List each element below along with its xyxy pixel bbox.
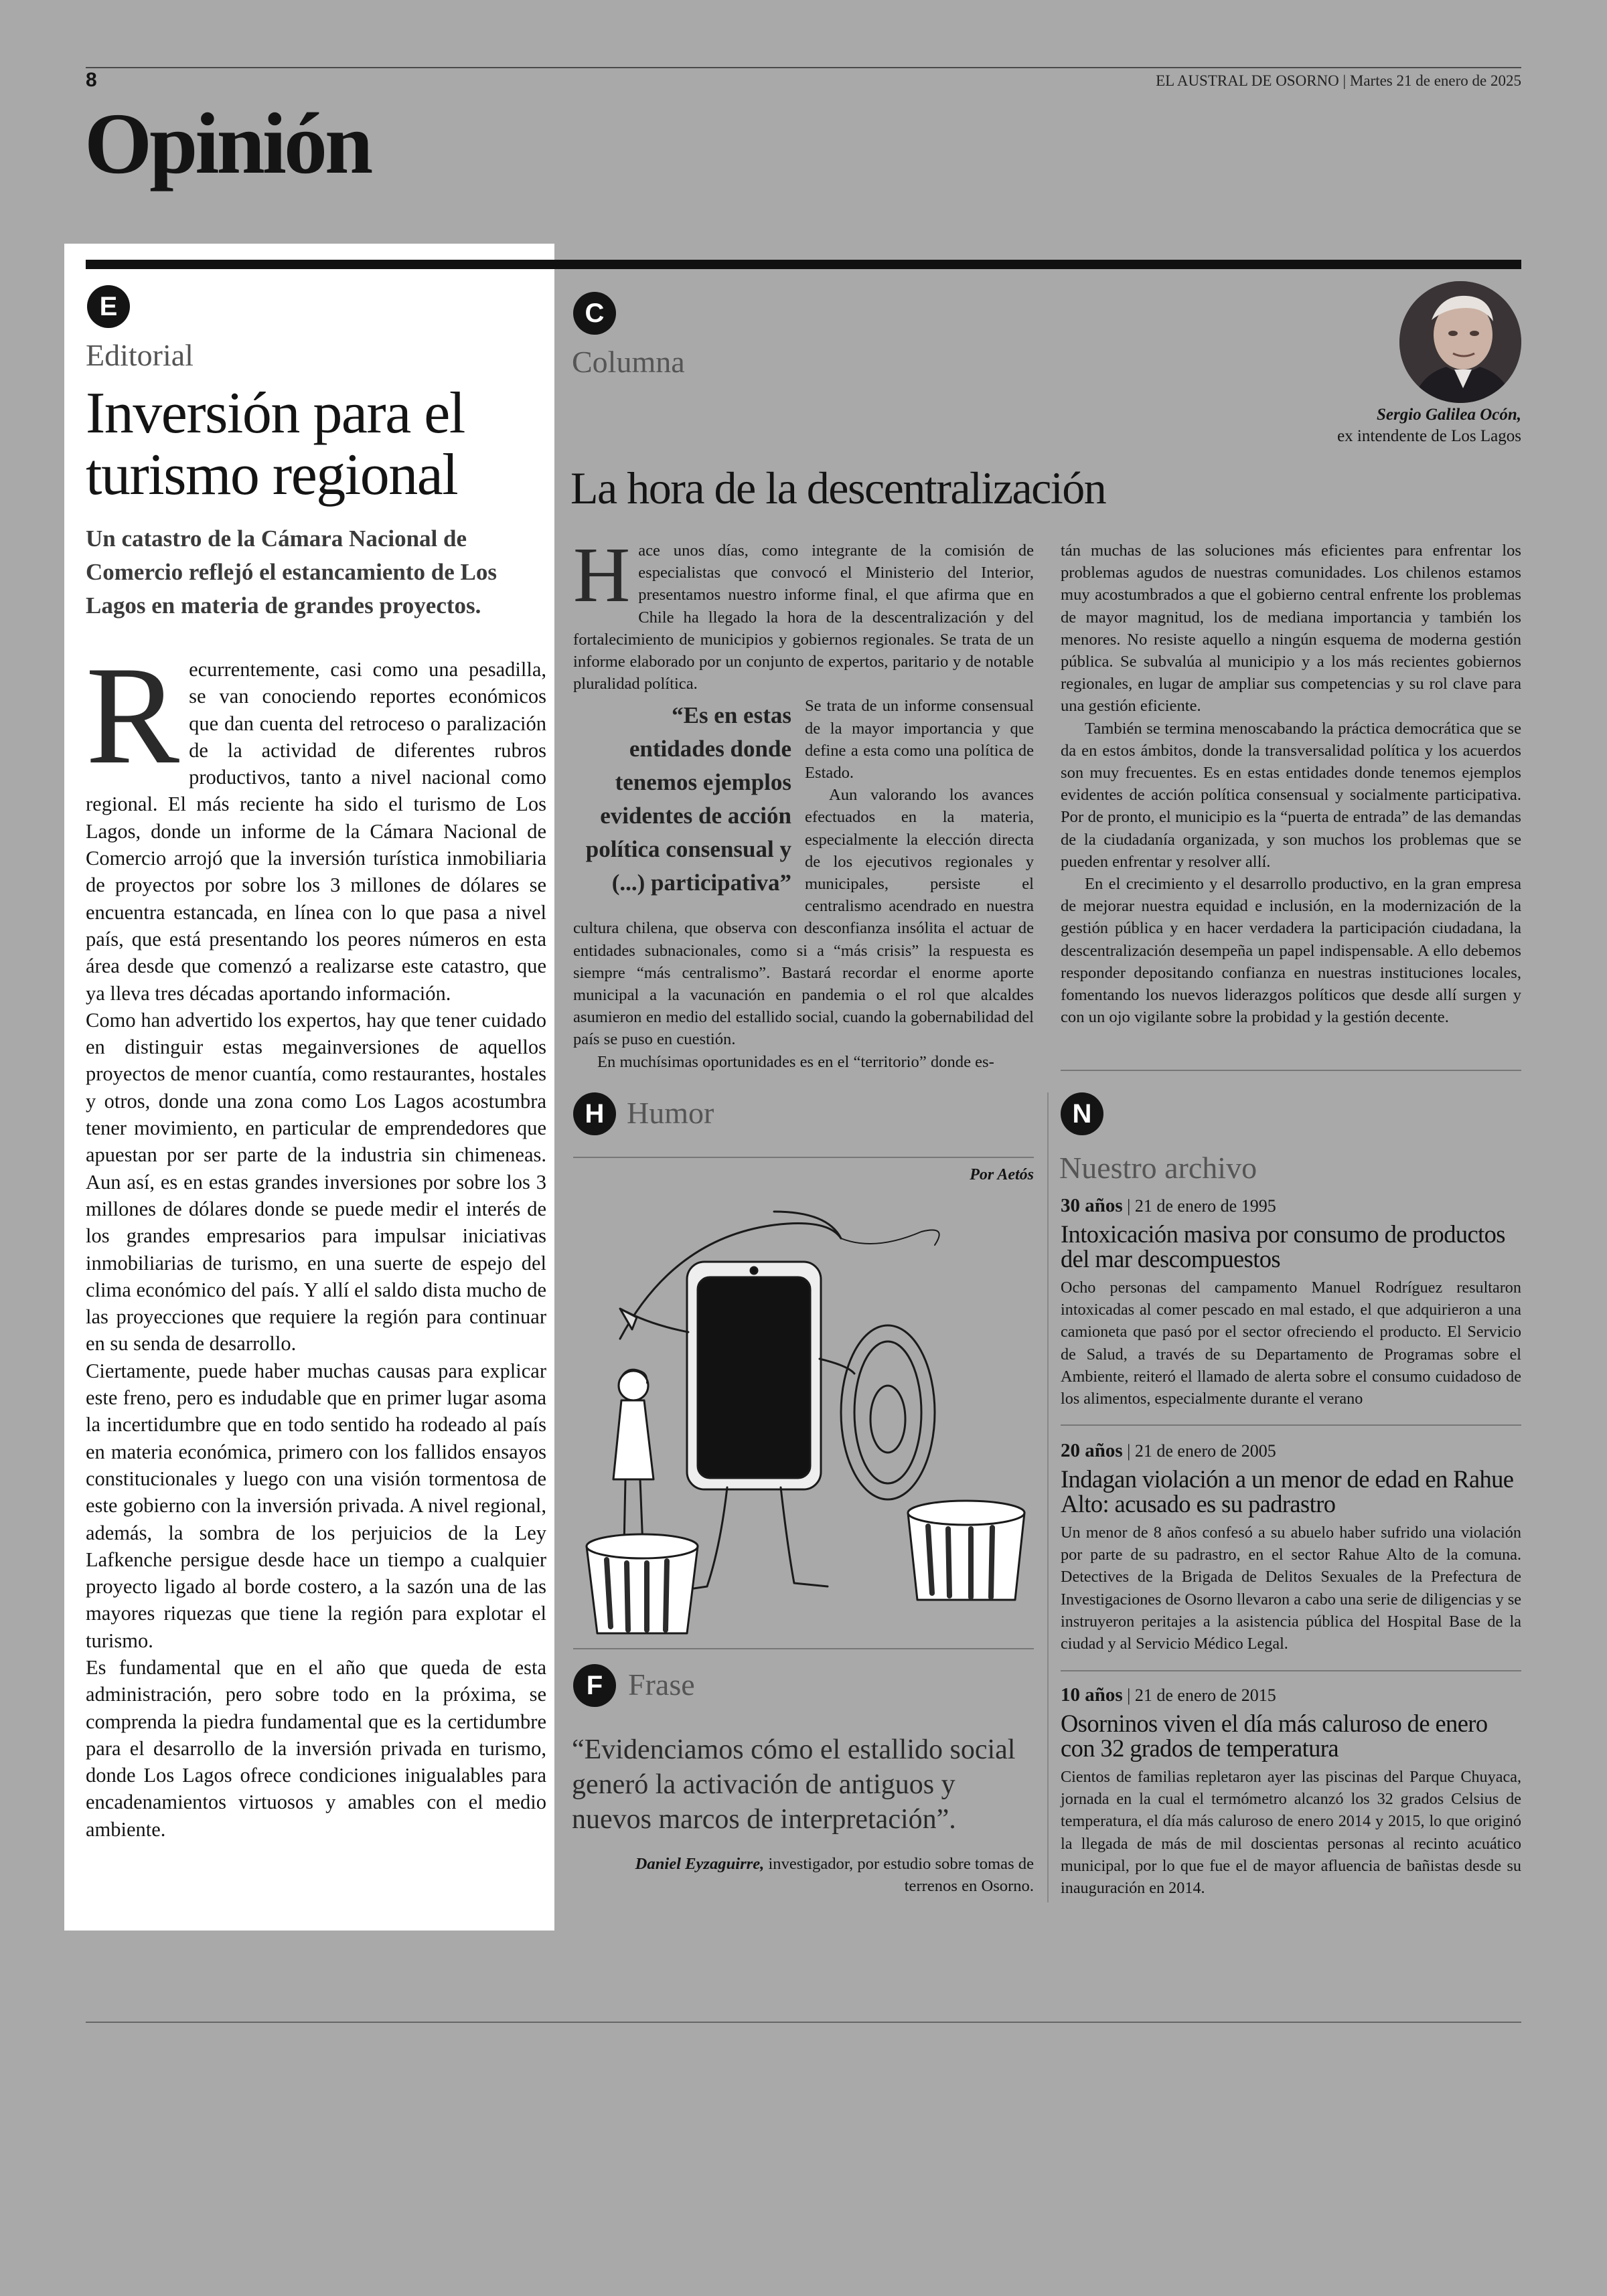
column-title: La hora de la descentralización bbox=[570, 463, 1106, 513]
humor-kicker: Humor bbox=[627, 1096, 714, 1130]
author-portrait-icon bbox=[1399, 281, 1521, 403]
archive-divider bbox=[1061, 1670, 1521, 1671]
masthead: EL AUSTRAL DE OSORNO | Martes 21 de enero de 2025 bbox=[1156, 72, 1521, 89]
column-paragraph: También se termina menoscabando la práctica democrática que se da en estos ámbitos, donde la transversalidad política y los acuerdos son muy frecuentes. Es en estas entidades donde tenemos ejemplos evidentes de acción política consensual y socialmente participativa. Por de pronto, el municipio es la “puerta de entrada” de las demandas de la ciudadanía organizada, y son muchos los problemas que se pueden enfrentar y resolver allí. bbox=[1061, 719, 1521, 871]
archive-date-text: | 21 de enero de 2005 bbox=[1127, 1441, 1276, 1461]
archive-body: Ocho personas del campamento Manuel Rodríguez resultaron intoxicadas al comer pescado en mal estado, el que adquirieron a una camioneta que pasó por el sector ofreciendo el producto. El Servicio de Salud, a través de su Departamento de Programas sobre el Ambiente, reiteró el llamado de alerta sobre el consumo cuidadoso de los alimentos, especialmente durante el verano bbox=[1061, 1279, 1521, 1408]
archive-years: 10 años bbox=[1061, 1684, 1123, 1706]
frase-badge: F bbox=[573, 1664, 616, 1707]
humor-byline: Por Aetós bbox=[970, 1166, 1034, 1183]
frase-attribution bbox=[605, 1853, 1034, 1897]
archive-date-text: | 21 de enero de 1995 bbox=[1127, 1196, 1276, 1216]
column-text-col-1 bbox=[573, 531, 1034, 1073]
divider bbox=[1061, 1070, 1521, 1071]
column-text-col-2 bbox=[1061, 540, 1521, 1028]
column-paragraph: En el crecimiento y el desarrollo productivo, en la gran empresa de mejorar nuestra equidad e inclusión, en la modernización de la gestión pública y en hacer verdadera la participación ciudadana, la descentralización desempeña un papel indispensable. A ello debemos responder depositando confianza en nuestras instituciones locales, fomentando los nuevos liderazgos políticos que desde allí surgen y con un ojo vigilante sobre la probidad y la gestión decente. bbox=[1061, 875, 1521, 1027]
archive-date bbox=[1061, 1194, 1521, 1218]
author-photo bbox=[1399, 281, 1521, 403]
archive-headline: Osorninos viven el día más caluroso de enero con 32 grados de temperatura bbox=[1061, 1710, 1488, 1762]
archive-date bbox=[1061, 1684, 1521, 1707]
divider bbox=[573, 1648, 1034, 1649]
archive-body: Un menor de 8 años confesó a su abuelo haber sufrido una violación por parte de su padrastro, en el sector Rahue Alto de la comuna. Detectives de la Brigada de Delitos Sexuales de la Prefectura de Investigaciones de Osorno llevaron a cabo una serie de diligencias y se instruyeron peritajes a la asistencia pública del Hospital Base de la ciudad y al Servicio Médico Legal. bbox=[1061, 1524, 1521, 1653]
top-rule bbox=[86, 67, 1521, 68]
archive-kicker: Nuestro archivo bbox=[1059, 1151, 1257, 1185]
column-badge: C bbox=[573, 292, 616, 335]
column-paragraph: Se trata de un informe consensual de la mayor importancia y que define a esta como una política de Estado. bbox=[805, 697, 1034, 783]
column-paragraph: Aun valorando los avances efectuados en la materia, especialmente la elección directa de los ejecutivos regionales y municipales, persiste el centralismo acendrado en nuestra cultura chilena, que observa con desconfianza insólita el actuar de entidades subnacionales, como si a “más crisis” la respuesta es siempre “más centralismo”. Bastará recordar el enorme aporte municipal a la vacunación en pandemia o el rol que alcaldes asumieron en medio del estallido social, cuando la gobernabilidad del país se puso en cuestión. bbox=[573, 786, 1034, 1049]
editorial-kicker: Editorial bbox=[86, 338, 194, 372]
frase-quote: “Evidenciamos cómo el estallido social generó la activación de antiguos y nuevos marcos de interpretación”. bbox=[572, 1734, 1016, 1835]
archive-body: Cientos de familias repletaron ayer las piscinas del Parque Chuyaca, jornada en la cual el termómetro alcanzó los 32 grados Celsius de temperatura, el día más caluroso de enero 2014 y 2015, lo que originó la llegada de más de mil doscientas personas al recinto acuático municipal, por lo que fue el de mayor afluencia de bañistas desde su inauguración en 2014. bbox=[1061, 1768, 1521, 1898]
archive-headline: Intoxicación masiva por consumo de productos del mar descompuestos bbox=[1061, 1220, 1505, 1273]
author-name: Sergio Galilea Ocón, bbox=[1377, 406, 1521, 424]
editorial-paragraph: Es fundamental que en el año que queda de esta administración, pero sobre todo en la próxima, se comprenda la piedra fundamental que es la certidumbre para el desarrollo de la inversión privada en turismo, donde Los Lagos ofrece condiciones inigualables para encadenamientos virtuosos y amables con el medio ambiente. bbox=[86, 1655, 546, 1841]
archive-badge: N bbox=[1061, 1092, 1103, 1135]
archive-headline: Indagan violación a un menor de edad en Rahue Alto: acusado es su padrastro bbox=[1061, 1465, 1514, 1518]
editorial-paragraph: Como han advertido los expertos, hay que tener cuidado en distinguir estas megainversiones de aquellos proyectos de menor cuantía, como restaurantes, hostales y otros, donde una zona como Los Lagos acostumbra tener movimiento, en particular de emprendedores que apuestan por ser parte de la industria sin chimeneas. Aun así, es en estas grandes inversiones por sobre los 3 millones de dólares donde se puede medir el interés de los grandes empresarios para impulsar iniciativas inmobiliarias de turismo, en una suerte de espejo del clima económico del país. Y allí el saldo dista mucho de las proyecciones que requiere la región para continuar en su senda de desarrollo. bbox=[86, 1008, 546, 1356]
author-role: ex intendente de Los Lagos bbox=[1337, 427, 1521, 445]
frase-author-detail: investigador, por estudio sobre tomas de terrenos en Osorno. bbox=[764, 1855, 1034, 1895]
column-kicker: Columna bbox=[572, 345, 685, 379]
bottom-rule bbox=[86, 2022, 1521, 2023]
column-dropcap: H bbox=[573, 531, 631, 619]
editorial-paragraph: ecurrentemente, casi como una pesadilla, se van conociendo reportes económicos que dan cuenta del retroceso o paralización de la actividad de diferentes rubros productivos, tanto a nivel nacional como regional. El más reciente ha sido el turismo de Los Lagos, donde un informe de la Cámara Nacional de Comercio arrojó que la inversión turística inmobiliaria de proyectos por sobre los 3 millones de dólares se encuentra estancada, en línea con lo que pasa a nivel país, que está presentando los peores números en esta área desde que comenzó a realizarse este catastro, que ya lleva tres décadas aportando información. bbox=[86, 658, 546, 1005]
editorial-title: Inversión para el turismo regional bbox=[86, 381, 465, 507]
column-divider bbox=[1047, 1092, 1049, 1902]
frase-author: Daniel Eyzaguirre, bbox=[635, 1855, 765, 1873]
archive-item bbox=[1061, 1684, 1521, 1899]
archive-divider bbox=[1061, 1424, 1521, 1426]
frase-kicker: Frase bbox=[628, 1667, 695, 1702]
archive-years: 20 años bbox=[1061, 1440, 1123, 1461]
page-number: 8 bbox=[86, 69, 97, 91]
humor-badge: H bbox=[573, 1092, 616, 1135]
editorial-badge: E bbox=[87, 285, 130, 328]
archive-date bbox=[1061, 1439, 1521, 1463]
column-intro: ace unos días, como integrante de la comisión de especialistas que convocó el Ministerio del Interior, presentamos nuestro informe final, el que afirma que en Chile ha llegado la hora de la descentralización y del fortalecimiento de municipios y gobiernos regionales. Se trata de un informe elaborado por un conjunto de expertos, paritario y de notable pluralidad política. bbox=[573, 542, 1034, 693]
archive-item bbox=[1061, 1194, 1521, 1410]
cartoon-illustration bbox=[573, 1198, 1034, 1640]
archive-item bbox=[1061, 1439, 1521, 1655]
column-pullquote: “Es en estas entidades donde tenemos ejemplos evidentes de acción política consensual y (...) participativa” bbox=[585, 702, 791, 896]
column-paragraph: En muchísimas oportunidades es en el “territorio” donde es- bbox=[597, 1052, 994, 1071]
archive-years: 30 años bbox=[1061, 1195, 1123, 1216]
section-title: Opinión bbox=[84, 96, 371, 192]
archive-date-text: | 21 de enero de 2015 bbox=[1127, 1686, 1276, 1705]
editorial-body bbox=[86, 638, 546, 1843]
editorial-dropcap: R bbox=[86, 638, 180, 793]
section-rule bbox=[86, 260, 1521, 269]
editorial-deck: Un catastro de la Cámara Nacional de Comercio reflejó el estancamiento de Los Lagos en materia de grandes proyectos. bbox=[86, 525, 497, 619]
editorial-paragraph: Ciertamente, puede haber muchas causas para explicar este freno, pero es indudable que en primer lugar asoma la incertidumbre que en todo sentido ha rodeado al país en materia económica, primero con los fallidos ensayos constitucionales y luego con una visión tormentosa de este gobierno con la inversión privada. A nivel regional, además, la sombra de los perjuicios de la Ley Lafkenche persigue desde hace un tiempo a cualquier proyecto ligado al borde costero, a la sazón una de las mayores riquezas que tiene la región para explotar el turismo. bbox=[86, 1359, 546, 1652]
column-paragraph: tán muchas de las soluciones más eficientes para enfrentar los problemas agudos de nuestras comunidades. Los chilenos estamos muy acostumbrados a que el gobierno central enfrente los problemas de mayor magnitud, los de mediana importancia y también los menores. No resiste aquello a ningún esquema de moderna gestión pública. Se subvalúa al municipio y a los más recientes gobiernos regionales, en lugar de ampliar sus competencias y su rol clave para una gestión eficiente. bbox=[1061, 542, 1521, 716]
humor-rule bbox=[573, 1157, 1034, 1158]
